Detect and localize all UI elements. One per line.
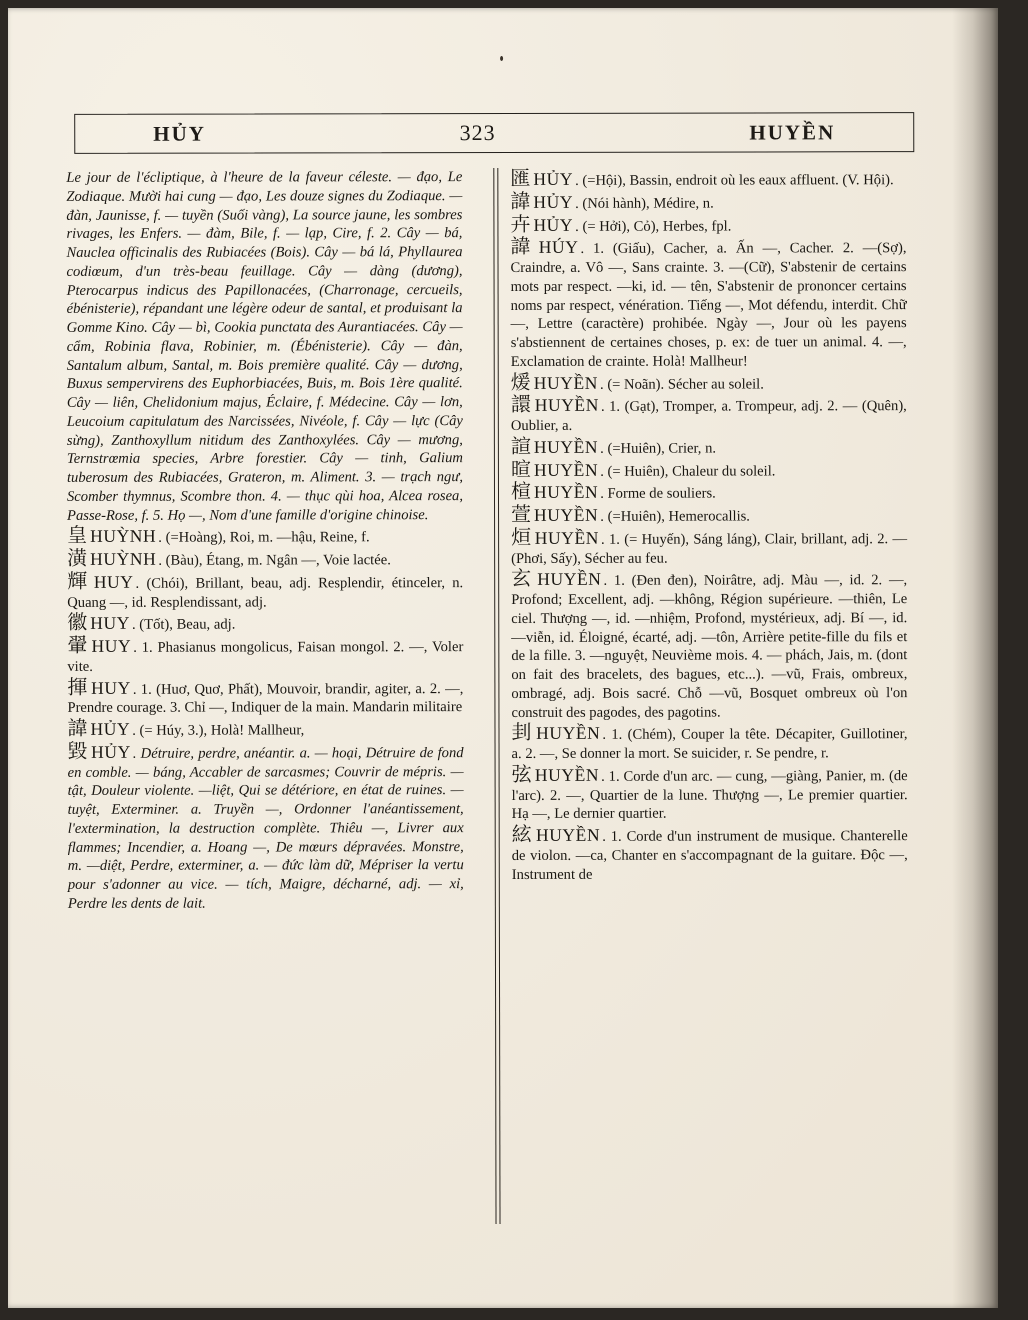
dictionary-entry bbox=[511, 503, 907, 527]
han-character: 諠 bbox=[510, 433, 531, 458]
continued-entry-text: Le jour de l'écliptique, à l'heure de la faveur céleste. — đạo, Le Zodiaque. Mười hai cung — đạo, Les douze signes du Zodiaque. — đàn, Jaunisse, f. — tuyền (Suối vàng), La source jaune, les sombres rivages, les Enfers. — đàm, Bile, f. — lạp, Cire, f. 2. Cây — bá, Nauclea officinalis des Rubiacées (Bois). Cây — bá lá, Phyllaurea codiœum, d'un très-beau feuillage. Cây — dàng (dương), Pterocarpus indicus des Papillonacées, (Charronage, cercueils, ébénisterie), répandant une légère odeur de santal, et produisant la Gomme Kino. Cây — bì, Cookia punctata des Aurantiacées. Cây — cẩm, Robinia flava, Robinier, m. (Ébénisterie). Cây — đàn, Santalum album, Santal, m. Bois première qualité. Cây — dương, Buxus sempervirens des Euphorbiacées, Buis, m. Bois 1ère qualité. Cây — liên, Chelidonium majus, Éclaire, f. Médecine. Cây — lơn, Leucoium capitulatum des Narcissées, Nivéole, f. Cây — lực (Cây sừng), Zanthoxyllum nitidum des Zanthoxylées. Cây — mương, Ternstrœmia species, Arbre forestier. Cây — tinh, Galium tuberosum des Rubiacées, Grateron, m. Aliment. 3. — trạch ngư, Scomber thymnus, Scombre thon. 4. — thục qùi hoa, Alcea rosea, Passe-Rose, f. 5. Họ —, Nom d'une famille d'origine chinoise. bbox=[66, 169, 464, 524]
han-character: 輝 bbox=[67, 568, 91, 593]
dictionary-entry bbox=[511, 480, 907, 504]
two-column-body bbox=[66, 167, 924, 1229]
dictionary-entry bbox=[511, 458, 907, 482]
dictionary-entry bbox=[510, 235, 906, 371]
entry-definition: . 1. Corde d'un arc. — cung, —giàng, Panier, m. (de l'arc). 2. —, Quartier de la lune. Thượng —, Le premier quartier. Hạ —, Le dernier quartier. bbox=[511, 767, 908, 823]
han-character: 譞 bbox=[510, 392, 532, 417]
entry-definition: . Forme de souliers. bbox=[600, 485, 716, 503]
headword: HUYỀN bbox=[533, 482, 599, 503]
dictionary-entry bbox=[510, 167, 906, 191]
dictionary-entry bbox=[67, 634, 463, 676]
page-sheet bbox=[8, 8, 998, 1308]
printed-area bbox=[30, 17, 963, 1299]
dictionary-entry bbox=[67, 676, 463, 718]
han-character: 諱 bbox=[67, 715, 88, 740]
han-character: 徽 bbox=[67, 610, 88, 635]
entry-definition: . (= Hởi), Cỏ), Herbes, fpl. bbox=[575, 218, 732, 235]
headword: HỦY bbox=[533, 191, 574, 212]
dictionary-entry bbox=[511, 435, 907, 459]
han-character: 萱 bbox=[511, 501, 532, 526]
han-character: 諱 bbox=[510, 188, 531, 213]
headword: HÚY bbox=[538, 237, 579, 258]
han-character: 潢 bbox=[67, 545, 88, 570]
entry-definition: . (= Noãn). Sécher au soleil. bbox=[600, 375, 764, 393]
headword: HUYỀN bbox=[534, 395, 599, 416]
han-character: 揮 bbox=[67, 674, 89, 699]
headword: HUYỀN bbox=[534, 527, 600, 548]
entry-definition: . (= Huiên), Chaleur du soleil. bbox=[600, 462, 776, 480]
han-character: 煖 bbox=[510, 369, 531, 394]
running-header bbox=[74, 112, 914, 154]
headword: HUY bbox=[93, 571, 134, 592]
entry-definition: . (Nói hành), Médire, n. bbox=[575, 195, 714, 212]
han-character: 烜 bbox=[511, 524, 532, 549]
headword: HUYỀN bbox=[533, 372, 599, 393]
han-character: 毀 bbox=[67, 738, 89, 763]
dictionary-entry bbox=[511, 526, 907, 568]
han-character: 皇 bbox=[67, 523, 88, 548]
ink-speck bbox=[500, 56, 503, 61]
page-number: 323 bbox=[459, 119, 496, 146]
right-column bbox=[510, 167, 907, 884]
han-character: 諱 bbox=[510, 234, 536, 259]
left-column bbox=[66, 168, 464, 913]
dictionary-entry bbox=[68, 740, 464, 914]
headword: HUY bbox=[91, 677, 131, 698]
han-character: 玄 bbox=[511, 566, 535, 591]
dictionary-entry bbox=[512, 823, 908, 884]
header-right-word: HUYỀN bbox=[749, 119, 836, 144]
entry-definition: . (Bàu), Étang, m. Ngân —, Voie lactée. bbox=[158, 552, 391, 569]
headword: HUYỀN bbox=[535, 824, 601, 845]
han-character: 卉 bbox=[510, 211, 531, 236]
headword: HUYỀN bbox=[533, 459, 599, 480]
entry-definition: . 1. (= Huyến), Sáng láng), Clair, brillant, adj. 2. — (Phơi, Sấy), Sécher au feu. bbox=[511, 530, 908, 567]
dictionary-entry bbox=[67, 717, 463, 741]
entry-definition: . Détruire, perdre, anéantir. a. — hoại, Détruire de fond en comble. — báng, Accabler de sarcasmes; Couvrir de mépris. —tật, Douleur violente. —liệt, Qui se détériore, en état de ruines. —tuyệt, Exterminer. a. Truyền —, Ordonner l'anéantissement, l'extermination, la destruction complète. Thiêu —, Livrer aux flammes; Incendier, a. Hoang —, De mœurs dépravées. Monstre, m. —diệt, Perdre, exterminer, a. — đức làm dữ, Mépriser la vertu pour s'adonner au vice. — tích, Maigre, décharné, adj. — xỉ, Perdre les dents de lait. bbox=[67, 744, 464, 912]
entry-definition: . (= Húy, 3.), Holà! Mallheur, bbox=[132, 722, 305, 739]
han-character: 暄 bbox=[510, 456, 531, 481]
headword: HỦY bbox=[533, 214, 574, 235]
entry-definition: . 1. (Gạt), Tromper, a. Trompeur, adj. 2. — (Quên), Oublier, a. bbox=[510, 398, 907, 434]
dictionary-entry bbox=[511, 393, 907, 435]
entry-definition: . 1. Corde d'un instrument de musique. Chanterelle de violon. —ca, Chanter en s'accompagnant de la guitare. Độc —, Instrument de bbox=[511, 828, 908, 883]
han-character: 匯 bbox=[510, 165, 531, 190]
dictionary-entry bbox=[512, 763, 908, 824]
entry-definition: . (=Huiên), Hemerocallis. bbox=[600, 508, 750, 525]
han-character: 楦 bbox=[510, 479, 532, 504]
column-divider-rule bbox=[493, 168, 500, 1224]
headword: HỦY bbox=[91, 741, 131, 762]
han-character: 弦 bbox=[511, 761, 532, 786]
dictionary-entry bbox=[510, 190, 906, 214]
dictionary-entry bbox=[511, 721, 907, 763]
han-character: 絃 bbox=[511, 821, 533, 846]
entry-definition: . 1. Phasianus mongolicus, Faisan mongol. 2. —, Voler vite. bbox=[67, 639, 464, 675]
entry-definition: . 1. (Huơ, Quơ, Phất), Mouvoir, brandir, agiter, a. 2. —, Prendre courage. 3. Chỉ —, Indiquer de la main. Mandarin militaire bbox=[67, 680, 464, 717]
dictionary-entry bbox=[67, 570, 463, 612]
headword: HUYỀN bbox=[533, 436, 599, 457]
headword: HUY bbox=[90, 613, 131, 634]
headword: HUYỀN bbox=[534, 504, 599, 525]
entry-definition: . 1. (Giấu), Cacher, a. Ấn —, Cacher. 2. —(Sợ), Craindre, a. Vô —, Sans crainte. 3. —(Cữ), S'abstenir de certains mots par respect. —ki, id. — tên, S'abstenir de prononcer certains noms par respect, vénération. Tiếng —, Mot défendu, interdit. Chữ —, Lettre (caractère) prohibée. Ngày —, Jour où les payens s'abstiennent de certaines choses, p. ex: de tuer un animal. 4. —, Exclamation de crainte. Holà! Mallheur! bbox=[510, 240, 907, 370]
headword: HUYỀN bbox=[537, 569, 602, 590]
entry-definition: . (=Hội), Bassin, endroit où les eaux affluent. (V. Hội). bbox=[575, 172, 894, 189]
headword: HỦY bbox=[90, 718, 131, 739]
headword: HUY bbox=[91, 635, 132, 656]
entry-definition: . (=Hoàng), Roi, m. —hậu, Reine, f. bbox=[158, 529, 370, 546]
dictionary-entry bbox=[67, 524, 463, 548]
dictionary-entry bbox=[510, 213, 906, 237]
han-character: 翬 bbox=[67, 632, 89, 657]
entry-definition: . 1. (Đen đen), Noirâtre, adj. Màu —, id. 2. —, Profond; Excellent, adj. —không, Région supérieure. —thiên, Le ciel. Thượng —, id. —nhiệm, Profond, mystérieux, adj. Bí —, id. —viễn, id. Éloigné, écarté, adj. —tôn, Arrière petite-fille du fils et de la fille. 3. —nguyệt, Neuvième mois. 4. — phách, Jais, m. (dont on fait des bracelets, des bagues, etc...). —vũ, Frais, ombreux, ombragé, adj. Bois sacré. Chỗ —vũ, Bosquet ombreux où l'on construit des pagodes, des pagotins. bbox=[511, 572, 908, 721]
entry-definition: . (Tốt), Beau, adj. bbox=[131, 616, 236, 634]
headword: HUYỀN bbox=[536, 723, 601, 744]
han-character: 刲 bbox=[511, 720, 534, 745]
entry-definition: . (=Huiên), Crier, n. bbox=[600, 440, 717, 457]
dictionary-entry bbox=[67, 611, 463, 635]
headword: HUỲNH bbox=[90, 548, 157, 569]
header-left-word: HỦY bbox=[153, 121, 206, 146]
headword: HỦY bbox=[533, 168, 574, 189]
headword: HUYỀN bbox=[534, 764, 600, 785]
entry-definition: . (Chói), Brillant, beau, adj. Resplendir, étinceler, n. Quang —, id. Resplendissant, adj. bbox=[67, 574, 464, 611]
dictionary-entry bbox=[511, 371, 907, 395]
dictionary-entry bbox=[511, 567, 907, 722]
dictionary-entry bbox=[67, 547, 463, 571]
headword: HUỲNH bbox=[90, 525, 157, 547]
entry-definition: . 1. (Chém), Couper la tête. Décapiter, Guillotiner, a. 2. —, Se donner la mort. Se suicider, r. Se pendre, r. bbox=[511, 726, 908, 762]
